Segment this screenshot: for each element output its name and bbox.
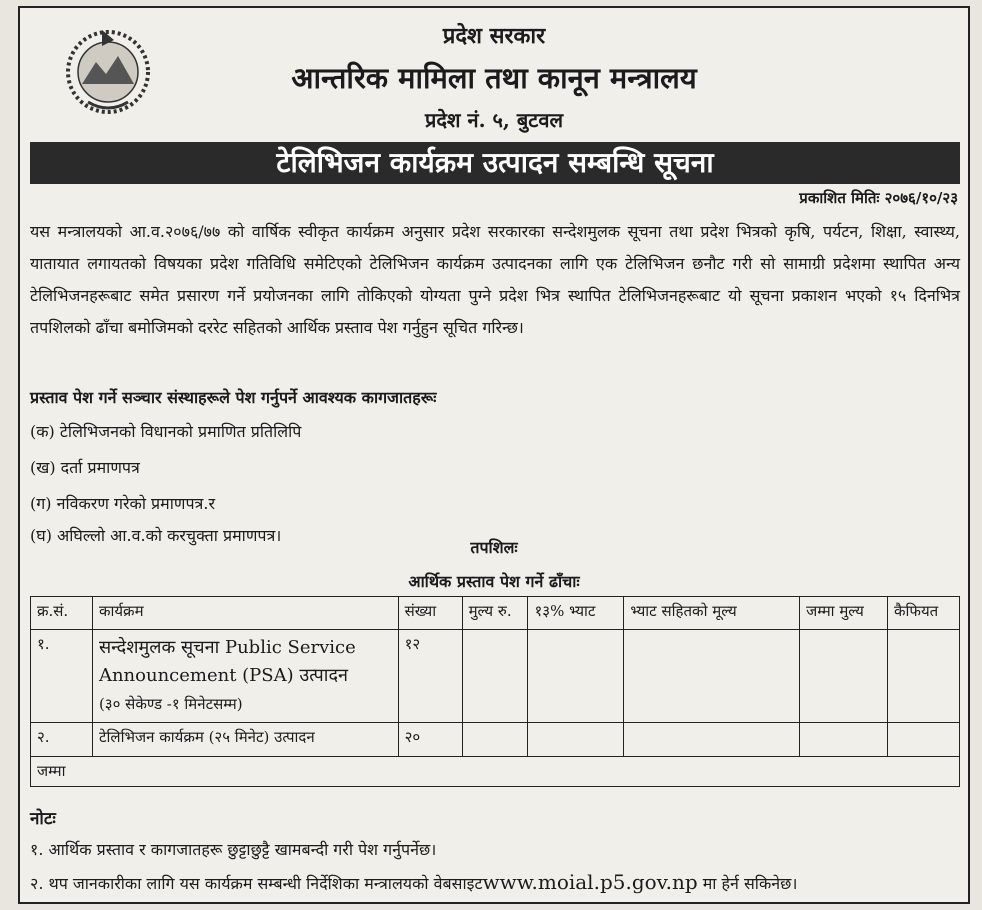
notice-banner: टेलिभिजन कार्यक्रम उत्पादन सम्बन्धि सूचना: [30, 142, 960, 184]
table-total-row: [31, 757, 960, 787]
remarks-cell: [887, 723, 959, 757]
sn-cell: १.: [31, 630, 93, 723]
price-with-vat-cell: [624, 630, 800, 723]
table-row: [31, 723, 960, 757]
program-cell: [92, 630, 398, 723]
table-header-cell: क्र.सं.: [31, 597, 93, 630]
qty-cell: १२: [398, 630, 462, 723]
note-text: २. थप जानकारीका लागि यस कार्यक्रम सम्बन्धी निर्देशिका मन्त्रालयको वेबसाइट: [30, 874, 483, 893]
program-text: सन्देशमुलक सूचना Public Service Announcement (PSA) उत्पादन: [98, 637, 356, 686]
proposal-table: [30, 596, 960, 787]
notes-title: नोटः: [30, 809, 56, 829]
note-item: १. आर्थिक प्रस्ताव र कागजातहरू छुट्टाछुट्टै खामबन्दी गरी पेश गर्नुपर्नेछ।: [30, 840, 437, 859]
table-row: [31, 630, 960, 723]
notice-panel: [18, 6, 970, 904]
total-cell: [800, 630, 888, 723]
table-header-cell: १३% भ्याट: [528, 597, 624, 630]
price-cell: [462, 630, 528, 723]
table-header-cell: कैफियत: [887, 597, 959, 630]
total-cell: [800, 723, 888, 757]
body-paragraph: यस मन्त्रालयको आ.व.२०७६/७७ को वार्षिक स्वीकृत कार्यक्रम अनुसार प्रदेश सरकारका सन्देशमुलक सूचना तथा प्रदेश भित्रको कृषि, पर्यटन, शिक्षा, स्वास्थ्य, यातायात लगायतको विषयका प्रदेश गतिविधि समेटिएको टेलिभिजन कार्यक्रम उत्पादनका लागि एक टेलिभिजन छनौट गरी सो सामाग्री प्रदेशमा स्थापित अन्य टेलिभिजनहरूबाट समेत प्रसारण गर्ने प्रयोजनका लागि तोकिएको योग्यता पुग्ने प्रदेश भित्र स्थापित टेलिभिजनहरूबाट यो सूचना प्रकाशन भएको १५ दिनभित्र तपशिलको ढाँचा बमोजिमको दररेट सहितको आर्थिक प्रस्ताव पेश गर्नुहुन सूचित गरिन्छ।: [30, 222, 960, 337]
requirement-item: (क) टेलिभिजनको विधानको प्रमाणित प्रतिलिपि: [30, 422, 302, 441]
qty-cell: २०: [398, 723, 462, 757]
price-with-vat-cell: [624, 723, 800, 757]
table-header-cell: जम्मा मुल्य: [800, 597, 888, 630]
published-date: प्रकाशित मितिः २०७६/१०/२३: [799, 189, 958, 207]
note-text-end: मा हेर्न सकिनेछ।: [697, 874, 798, 893]
vat-cell: [528, 630, 624, 723]
requirement-item: (ग) नविकरण गरेको प्रमाणपत्र.र: [30, 494, 215, 513]
location-title: प्रदेश नं. ५, बुटवल: [424, 108, 564, 132]
remarks-cell: [887, 630, 959, 723]
table-header-cell: कार्यक्रम: [92, 597, 398, 630]
note-item: [30, 870, 797, 894]
gov-title: प्रदेश सरकार: [442, 23, 546, 49]
requirement-item: (घ) अघिल्लो आ.व.को करचुक्ता प्रमाणपत्र।: [30, 526, 282, 545]
vat-cell: [528, 723, 624, 757]
table-header-cell: भ्याट सहितको मूल्य: [624, 597, 800, 630]
sn-cell: २.: [31, 723, 93, 757]
ministry-website-link[interactable]: www.moial.p5.gov.np: [482, 870, 698, 894]
table-header-cell: मुल्य रु.: [462, 597, 528, 630]
requirement-item: (ख) दर्ता प्रमाणपत्र: [30, 458, 140, 477]
table-header-cell: संख्या: [398, 597, 462, 630]
program-duration: (३० सेकेण्ड -१ मिनेटसम्म): [98, 695, 243, 713]
table-header-row: [31, 597, 960, 630]
program-cell: टेलिभिजन कार्यक्रम (२५ मिनेट) उत्पादन: [92, 723, 398, 757]
price-cell: [462, 723, 528, 757]
ministry-title: आन्तरिक मामिला तथा कानून मन्त्रालय: [291, 61, 697, 95]
format-heading: आर्थिक प्रस्ताव पेश गर्ने ढाँचाः: [408, 572, 580, 591]
tapashil-heading: तपशिलः: [470, 538, 518, 557]
requirements-title: प्रस्ताव पेश गर्ने सञ्चार संस्थाहरूले पेश गर्नुपर्ने आवश्यक कागजातहरूः: [30, 388, 437, 407]
total-label: जम्मा: [31, 757, 960, 787]
